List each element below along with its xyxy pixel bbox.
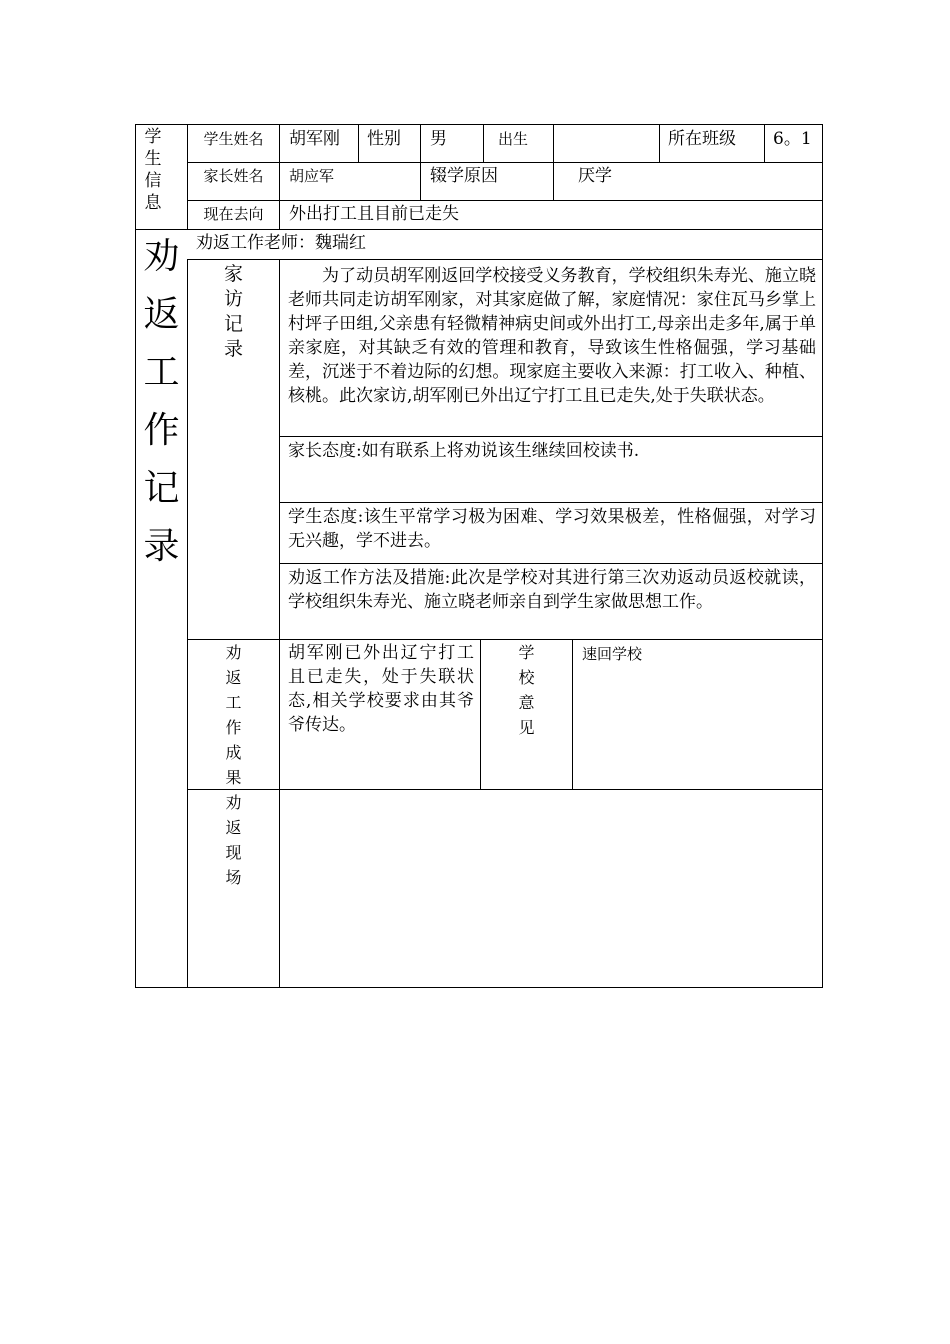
- home-visit-label: 家 访 记 录: [223, 263, 243, 360]
- home-visit-text: 为了动员胡军刚返回学校接受义务教育，学校组织朱寿光、施立晓老师共同走访胡军刚家，对其家庭做了解，家庭情况：家住瓦马乡掌上村坪子田组,父亲患有轻微精神病史间或外出打工,母亲出走多年,属于单亲家庭，对其缺乏有效的管理和教育，导致该生性格倔强，学习基础差，沉迷于不着边际的幻想。现家庭主要收入来源：打工收入、种植、核桃。此次家访,胡军刚已外出辽宁打工且已走失,处于失联状态。: [288, 266, 816, 406]
- row-line: [279, 502, 823, 503]
- row-line: [187, 789, 823, 790]
- col-line: [420, 124, 421, 201]
- table-border-bottom: [135, 987, 823, 988]
- class-value: 6。1: [773, 129, 812, 149]
- row-line: [279, 563, 823, 564]
- col-line: [764, 124, 765, 163]
- row-line: [187, 259, 823, 260]
- dropout-reason-label: 辍学原因: [430, 166, 498, 186]
- class-label: 所在班级: [668, 129, 736, 149]
- school-opinion-value: 速回学校: [582, 645, 643, 663]
- student-name-label: 学生姓名: [203, 130, 264, 148]
- school-opinion-label: 学 校 意 见: [518, 643, 535, 737]
- dropout-reason-value: 厌学: [578, 166, 612, 186]
- work-record-section-label: 劝 返 工 作 记 录: [143, 236, 180, 567]
- parent-attitude-text: 家长态度:如有联系上将劝说该生继续回校读书.: [288, 441, 640, 461]
- scene-label: 劝 返 现 场: [225, 793, 242, 887]
- student-name-value: 胡军刚: [289, 129, 340, 149]
- col-line: [483, 124, 484, 163]
- col-line: [358, 124, 359, 163]
- gender-value: 男: [430, 129, 447, 149]
- row-line: [279, 436, 823, 437]
- teacher-line: 劝返工作老师：魏瑞红: [196, 233, 366, 253]
- row-line: [187, 200, 823, 201]
- gender-label: 性别: [367, 129, 401, 149]
- parent-name-label: 家长姓名: [203, 167, 264, 185]
- whereabouts-label: 现在去向: [203, 205, 264, 223]
- whereabouts-value: 外出打工且目前已走失: [289, 204, 459, 224]
- methods-text: 劝返工作方法及措施:此次是学校对其进行第三次劝返动员返校就读，学校组织朱寿光、施立晓老师亲自到学生家做思想工作。: [288, 568, 816, 612]
- row-line: [187, 162, 823, 163]
- row-line: [135, 229, 823, 230]
- student-attitude-text: 学生态度:该生平常学习极为困难、学习效果极差，性格倔强，对学习无兴趣，学不进去。: [288, 507, 816, 551]
- table-border-top: [135, 124, 823, 125]
- col-line: [659, 124, 660, 163]
- col-line: [572, 639, 573, 790]
- col-line: [279, 259, 280, 987]
- parent-name-value: 胡应军: [289, 167, 335, 185]
- table-border-right: [822, 124, 823, 988]
- result-text: 胡军刚已外出辽宁打工且已走失，处于失联状态,相关学校要求由其爷爷传达。: [288, 643, 474, 735]
- birth-label: 出生: [498, 130, 529, 148]
- col-line: [553, 124, 554, 201]
- col-line: [279, 124, 280, 230]
- student-info-section-label: 学 生 信 息: [144, 127, 162, 213]
- result-label: 劝 返 工 作 成 果: [225, 643, 242, 787]
